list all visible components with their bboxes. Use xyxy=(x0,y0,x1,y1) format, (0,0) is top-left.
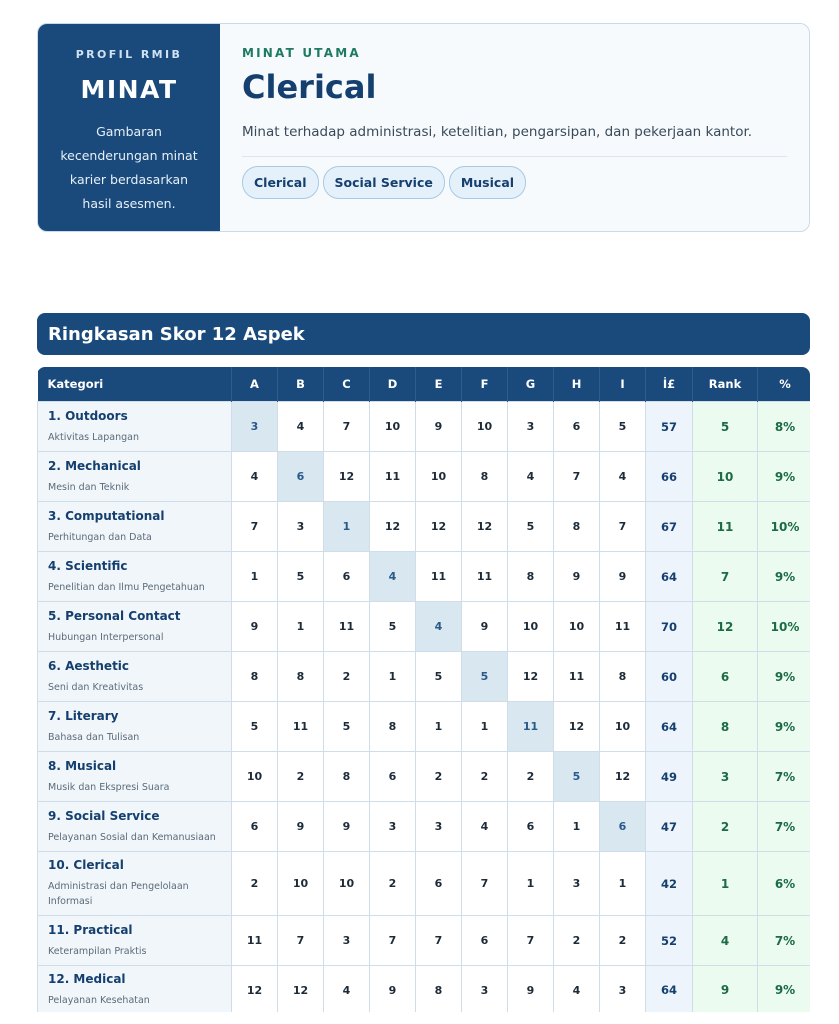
score-cell: 7 xyxy=(370,916,416,966)
score-cell: 1 xyxy=(600,852,646,916)
score-cell: 1 xyxy=(462,702,508,752)
score-cell: 6 xyxy=(600,802,646,852)
score-cell: 5 xyxy=(324,702,370,752)
percent-cell: 10% xyxy=(758,602,811,652)
score-cell: 12 xyxy=(416,502,462,552)
category-subtitle: Administrasi dan Pengelolaan Informasi xyxy=(48,881,189,907)
table-header-row xyxy=(38,367,811,402)
total-cell: 66 xyxy=(646,452,693,502)
score-cell: 5 xyxy=(508,502,554,552)
table-row xyxy=(38,966,811,1013)
rank-cell: 3 xyxy=(693,752,758,802)
score-cell: 11 xyxy=(232,916,278,966)
column-header: I xyxy=(600,367,646,402)
table-row xyxy=(38,652,811,702)
interest-tag: Clerical xyxy=(242,166,319,199)
score-cell: 9 xyxy=(370,966,416,1013)
column-header: F xyxy=(462,367,508,402)
category-cell xyxy=(38,916,232,966)
score-cell: 7 xyxy=(278,916,324,966)
score-cell: 10 xyxy=(462,402,508,452)
score-cell: 12 xyxy=(232,966,278,1013)
percent-cell: 8% xyxy=(758,402,811,452)
column-header: E xyxy=(416,367,462,402)
category-subtitle: Keterampilan Praktis xyxy=(48,945,147,957)
score-cell: 6 xyxy=(462,916,508,966)
score-cell: 4 xyxy=(508,452,554,502)
category-subtitle: Perhitungan dan Data xyxy=(48,531,152,543)
table-row xyxy=(38,852,811,916)
score-cell: 2 xyxy=(554,916,600,966)
profile-eyebrow: PROFIL RMIB xyxy=(75,48,183,61)
column-header: D xyxy=(370,367,416,402)
score-cell: 7 xyxy=(416,916,462,966)
score-cell: 8 xyxy=(462,452,508,502)
column-header: İ£ xyxy=(646,367,693,402)
score-cell: 12 xyxy=(324,452,370,502)
score-cell: 9 xyxy=(554,552,600,602)
score-cell: 2 xyxy=(324,652,370,702)
score-cell: 6 xyxy=(508,802,554,852)
score-cell: 10 xyxy=(370,402,416,452)
score-cell: 6 xyxy=(324,552,370,602)
rank-cell: 5 xyxy=(693,402,758,452)
score-cell: 9 xyxy=(232,602,278,652)
rank-cell: 10 xyxy=(693,452,758,502)
score-cell: 9 xyxy=(278,802,324,852)
profile-title: MINAT xyxy=(80,75,178,104)
category-cell xyxy=(38,702,232,752)
score-cell: 12 xyxy=(508,652,554,702)
category-cell xyxy=(38,452,232,502)
score-cell: 5 xyxy=(600,402,646,452)
table-row xyxy=(38,452,811,502)
score-cell: 3 xyxy=(416,802,462,852)
score-cell: 4 xyxy=(370,552,416,602)
profile-card xyxy=(37,23,810,232)
percent-cell: 6% xyxy=(758,852,811,916)
interest-tag: Musical xyxy=(449,166,526,199)
table-row xyxy=(38,602,811,652)
percent-cell: 9% xyxy=(758,702,811,752)
rank-cell: 7 xyxy=(693,552,758,602)
score-cell: 11 xyxy=(370,452,416,502)
percent-cell: 9% xyxy=(758,552,811,602)
percent-cell: 7% xyxy=(758,752,811,802)
category-name: 8. Musical xyxy=(48,758,117,773)
category-name: 11. Practical xyxy=(48,922,133,937)
score-cell: 7 xyxy=(600,502,646,552)
column-header: G xyxy=(508,367,554,402)
category-cell xyxy=(38,652,232,702)
category-cell xyxy=(38,602,232,652)
score-cell: 1 xyxy=(278,602,324,652)
category-name: 10. Clerical xyxy=(48,858,124,872)
rank-cell: 11 xyxy=(693,502,758,552)
score-cell: 3 xyxy=(554,852,600,916)
score-cell: 6 xyxy=(554,402,600,452)
category-name: 6. Aesthetic xyxy=(48,658,130,673)
score-cell: 8 xyxy=(370,702,416,752)
total-cell: 47 xyxy=(646,802,693,852)
score-cell: 4 xyxy=(462,802,508,852)
main-interest-description: Minat terhadap administrasi, ketelitian, pengarsipan, dan pekerjaan kantor. xyxy=(242,124,787,157)
score-cell: 3 xyxy=(232,402,278,452)
score-cell: 2 xyxy=(370,852,416,916)
score-cell: 3 xyxy=(278,502,324,552)
score-cell: 9 xyxy=(416,402,462,452)
score-cell: 5 xyxy=(370,602,416,652)
score-cell: 12 xyxy=(554,702,600,752)
score-cell: 12 xyxy=(462,502,508,552)
score-cell: 11 xyxy=(600,602,646,652)
category-subtitle: Seni dan Kreativitas xyxy=(48,681,144,693)
score-cell: 9 xyxy=(462,602,508,652)
category-cell xyxy=(38,752,232,802)
score-cell: 11 xyxy=(554,652,600,702)
category-cell xyxy=(38,852,232,916)
column-header: H xyxy=(554,367,600,402)
score-cell: 1 xyxy=(232,552,278,602)
score-cell: 10 xyxy=(232,752,278,802)
category-cell xyxy=(38,802,232,852)
rank-cell: 4 xyxy=(693,916,758,966)
category-name: 2. Mechanical xyxy=(48,458,141,473)
score-cell: 12 xyxy=(370,502,416,552)
category-name: 7. Literary xyxy=(48,708,119,723)
percent-cell: 10% xyxy=(758,502,811,552)
category-name: 1. Outdoors xyxy=(48,408,128,423)
score-cell: 1 xyxy=(324,502,370,552)
score-cell: 4 xyxy=(416,602,462,652)
category-name: 3. Computational xyxy=(48,508,165,523)
score-cell: 9 xyxy=(324,802,370,852)
score-cell: 7 xyxy=(324,402,370,452)
score-cell: 6 xyxy=(416,852,462,916)
column-header: A xyxy=(232,367,278,402)
rank-cell: 2 xyxy=(693,802,758,852)
total-cell: 64 xyxy=(646,966,693,1013)
score-cell: 1 xyxy=(508,852,554,916)
score-cell: 3 xyxy=(462,966,508,1013)
score-cell: 10 xyxy=(324,852,370,916)
score-cell: 6 xyxy=(370,752,416,802)
rank-cell: 12 xyxy=(693,602,758,652)
score-cell: 11 xyxy=(416,552,462,602)
total-cell: 60 xyxy=(646,652,693,702)
score-cell: 5 xyxy=(232,702,278,752)
category-name: 4. Scientific xyxy=(48,558,128,573)
total-cell: 49 xyxy=(646,752,693,802)
score-cell: 5 xyxy=(554,752,600,802)
total-cell: 64 xyxy=(646,552,693,602)
table-row xyxy=(38,402,811,452)
score-cell: 5 xyxy=(278,552,324,602)
score-cell: 10 xyxy=(508,602,554,652)
score-cell: 2 xyxy=(600,916,646,966)
column-header: % xyxy=(758,367,811,402)
score-cell: 7 xyxy=(462,852,508,916)
table-row xyxy=(38,916,811,966)
score-cell: 10 xyxy=(416,452,462,502)
total-cell: 52 xyxy=(646,916,693,966)
category-subtitle: Pelayanan Sosial dan Kemanusiaan xyxy=(48,831,216,843)
score-cell: 3 xyxy=(600,966,646,1013)
score-cell: 5 xyxy=(416,652,462,702)
category-name: 12. Medical xyxy=(48,972,126,986)
score-cell: 8 xyxy=(278,652,324,702)
score-cell: 8 xyxy=(554,502,600,552)
main-interest-value: Clerical xyxy=(242,68,377,106)
total-cell: 42 xyxy=(646,852,693,916)
score-cell: 4 xyxy=(232,452,278,502)
category-name: 9. Social Service xyxy=(48,808,160,823)
category-subtitle: Pelayanan Kesehatan xyxy=(48,995,150,1006)
score-cell: 1 xyxy=(554,802,600,852)
section-title: Ringkasan Skor 12 Aspek xyxy=(48,323,305,345)
score-cell: 1 xyxy=(370,652,416,702)
score-cell: 11 xyxy=(508,702,554,752)
score-cell: 10 xyxy=(554,602,600,652)
category-subtitle: Musik dan Ekspresi Suara xyxy=(48,781,170,793)
category-cell xyxy=(38,966,232,1013)
rank-cell: 9 xyxy=(693,966,758,1013)
rank-cell: 8 xyxy=(693,702,758,752)
score-cell: 11 xyxy=(324,602,370,652)
score-cell: 10 xyxy=(600,702,646,752)
section-header xyxy=(37,313,810,355)
main-interest-panel xyxy=(220,24,809,231)
table-row xyxy=(38,502,811,552)
category-subtitle: Bahasa dan Tulisan xyxy=(48,731,140,743)
category-subtitle: Aktivitas Lapangan xyxy=(48,431,140,443)
percent-cell: 7% xyxy=(758,916,811,966)
score-cell: 12 xyxy=(600,752,646,802)
score-cell: 2 xyxy=(232,852,278,916)
score-cell: 11 xyxy=(278,702,324,752)
score-cell: 2 xyxy=(416,752,462,802)
score-cell: 8 xyxy=(600,652,646,702)
score-cell: 7 xyxy=(232,502,278,552)
percent-cell: 9% xyxy=(758,652,811,702)
score-cell: 4 xyxy=(324,966,370,1013)
rank-cell: 1 xyxy=(693,852,758,916)
rank-cell: 6 xyxy=(693,652,758,702)
category-cell xyxy=(38,552,232,602)
column-header-kategori: Kategori xyxy=(38,367,232,402)
table-row xyxy=(38,702,811,752)
score-cell: 8 xyxy=(416,966,462,1013)
column-header: Rank xyxy=(693,367,758,402)
score-cell: 8 xyxy=(232,652,278,702)
table-row xyxy=(38,752,811,802)
profile-description: Gambaran kecenderungan minat karier berdasarkan hasil asesmen. xyxy=(60,124,198,211)
score-cell: 6 xyxy=(232,802,278,852)
percent-cell: 7% xyxy=(758,802,811,852)
score-cell: 7 xyxy=(554,452,600,502)
category-subtitle: Penelitian dan Ilmu Pengetahuan xyxy=(48,581,205,593)
score-cell: 9 xyxy=(508,966,554,1013)
table-row xyxy=(38,802,811,852)
category-subtitle: Hubungan Interpersonal xyxy=(48,631,164,643)
score-cell: 11 xyxy=(462,552,508,602)
score-cell: 3 xyxy=(508,402,554,452)
score-table-container xyxy=(37,367,810,1012)
score-cell: 4 xyxy=(554,966,600,1013)
score-cell: 2 xyxy=(278,752,324,802)
score-table xyxy=(37,367,810,1012)
score-cell: 10 xyxy=(278,852,324,916)
column-header: C xyxy=(324,367,370,402)
category-cell xyxy=(38,402,232,452)
score-cell: 4 xyxy=(278,402,324,452)
score-cell: 12 xyxy=(278,966,324,1013)
total-cell: 64 xyxy=(646,702,693,752)
table-row xyxy=(38,552,811,602)
score-cell: 9 xyxy=(600,552,646,602)
score-cell: 2 xyxy=(508,752,554,802)
interest-tag: Social Service xyxy=(323,166,445,199)
score-cell: 3 xyxy=(370,802,416,852)
category-cell xyxy=(38,502,232,552)
percent-cell: 9% xyxy=(758,452,811,502)
total-cell: 70 xyxy=(646,602,693,652)
score-cell: 4 xyxy=(600,452,646,502)
category-subtitle: Mesin dan Teknik xyxy=(48,481,130,493)
percent-cell: 9% xyxy=(758,966,811,1013)
category-name: 5. Personal Contact xyxy=(48,608,181,623)
score-cell: 8 xyxy=(508,552,554,602)
profile-summary-panel xyxy=(38,24,220,231)
score-cell: 3 xyxy=(324,916,370,966)
score-cell: 2 xyxy=(462,752,508,802)
score-cell: 7 xyxy=(508,916,554,966)
score-cell: 5 xyxy=(462,652,508,702)
column-header: B xyxy=(278,367,324,402)
total-cell: 67 xyxy=(646,502,693,552)
score-cell: 6 xyxy=(278,452,324,502)
table-body xyxy=(38,402,811,1013)
score-cell: 8 xyxy=(324,752,370,802)
score-cell: 1 xyxy=(416,702,462,752)
top-interest-tags xyxy=(242,166,787,199)
main-interest-label: MINAT UTAMA xyxy=(242,46,361,60)
total-cell: 57 xyxy=(646,402,693,452)
